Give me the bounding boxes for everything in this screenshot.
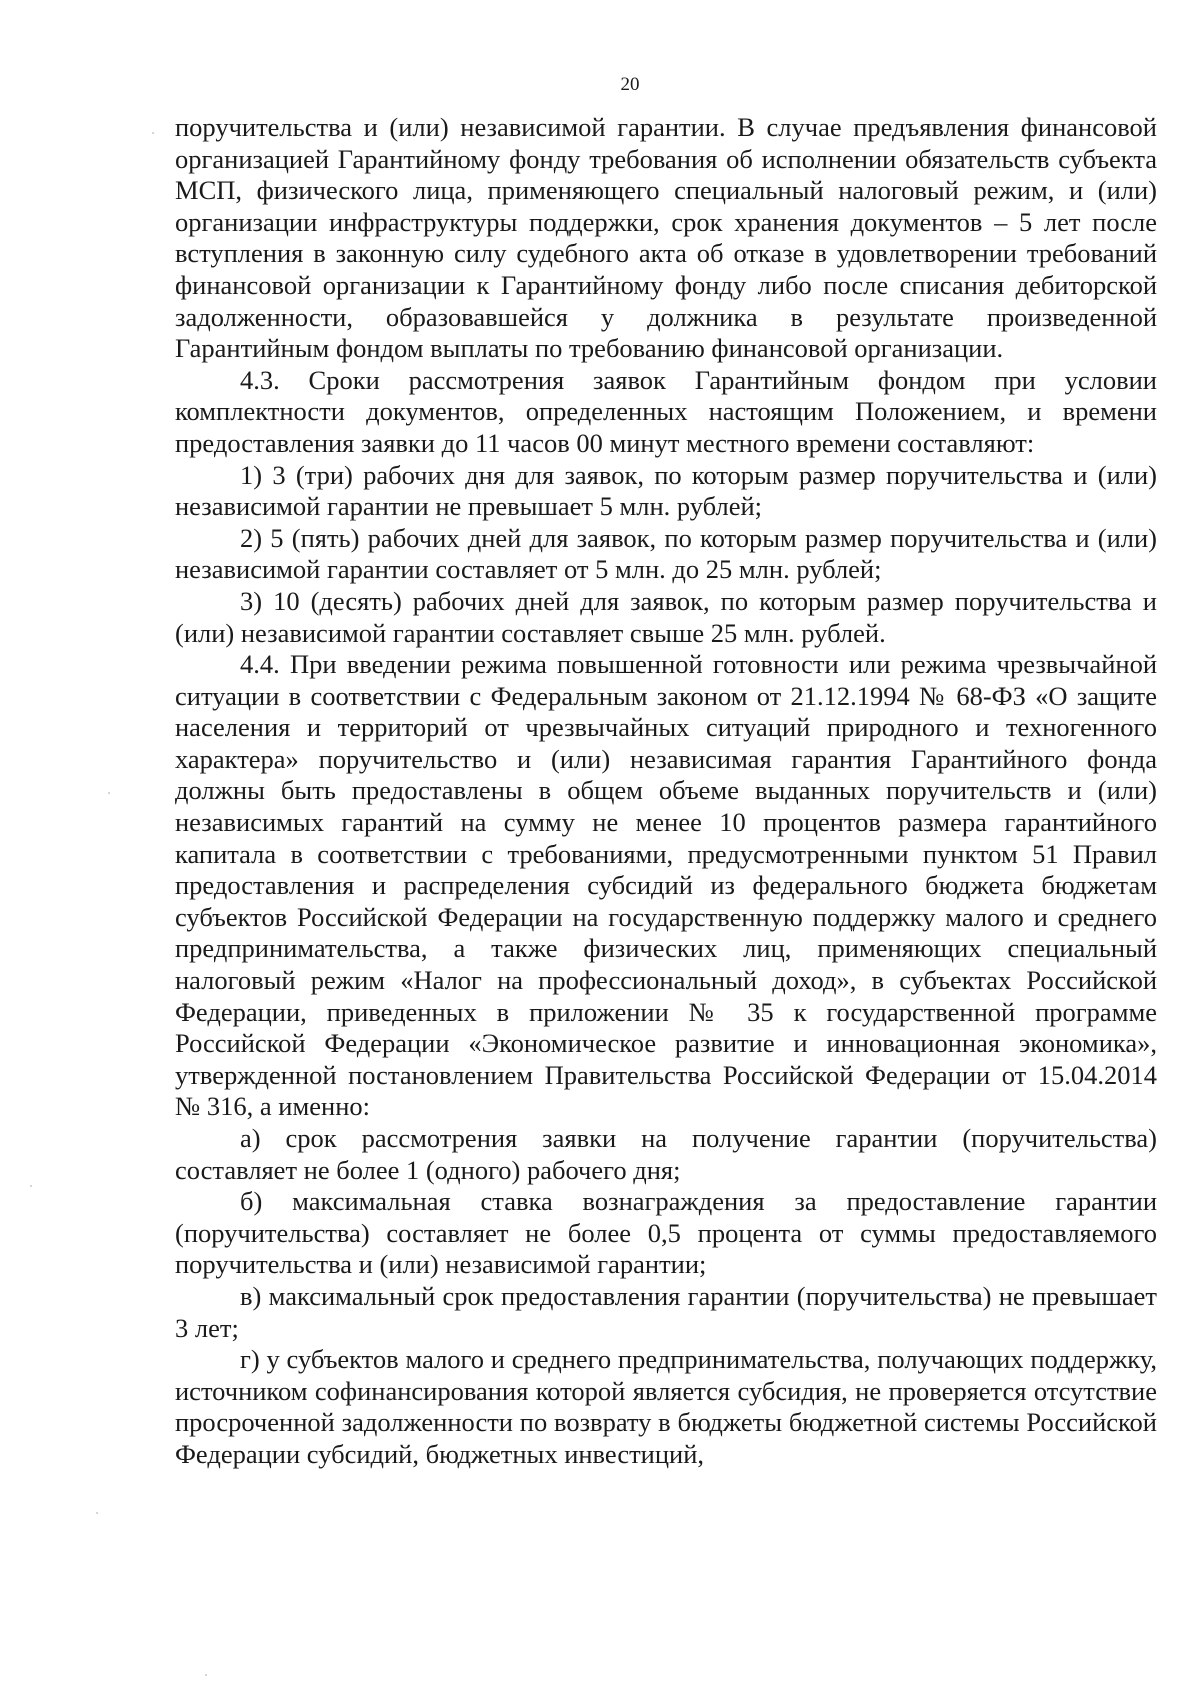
- page-number: 20: [620, 74, 640, 95]
- scan-speck: [30, 1185, 32, 1187]
- document-body: [175, 112, 1157, 1471]
- scan-speck: [152, 132, 154, 134]
- paragraph-4-3: 4.3. Сроки рассмотрения заявок Гарантийным фондом при условии комплектности документов, определенных настоящим Положением, и времени предоставления заявки до 11 часов 00 минут местного времени составляют:: [175, 364, 1157, 458]
- list-item-2: 2) 5 (пять) рабочих дней для заявок, по которым размер поручительства и (или) независимой гарантии составляет от 5 млн. до 25 млн. рублей;: [175, 522, 1157, 585]
- scan-speck: [96, 1512, 98, 1514]
- list-item-a: а) срок рассмотрения заявки на получение гарантии (поручительства) составляет не более 1 (одного) рабочего дня;: [175, 1123, 1157, 1185]
- paragraph-4-4: 4.4. При введении режима повышенной готовности или режима чрезвычайной ситуации в соответствии с Федеральным законом от 21.12.1994 № 68-ФЗ «О защите населения и территорий от чрезвычайных ситуаций природного и техногенного характера» поручительство и (или) независимая гарантия Гарантийного фонда должны быть предоставлены в общем объеме выданных поручительств и (или) независимых гарантий на сумму не менее 10 процентов размера гарантийного капитала в соответствии с требованиями, предусмотренными пунктом 51 Правил предоставления и распределения субсидий из федерального бюджета бюджетам субъектов Российской Федерации на государственную поддержку малого и среднего предпринимательства, а также физических лиц, применяющих специальный налоговый режим «Налог на профессиональный доход», в субъектах Российской Федерации, приведенных в приложении № 35 к государственной программе Российской Федерации «Экономическое развитие и инновационная экономика», утвержденной постановлением Правительства Российской Федерации от 15.04.2014 № 316, а именно:: [175, 649, 1157, 1122]
- scan-speck: [205, 1674, 207, 1676]
- list-item-g: г) у субъектов малого и среднего предпринимательства, получающих поддержку, источником софинансирования которой является субсидия, не проверяется отсутствие просроченной задолженности по возврату в бюджеты бюджетной системы Российской Федерации субсидий, бюджетных инвестиций,: [175, 1344, 1157, 1469]
- paragraph-continuation: поручительства и (или) независимой гарантии. В случае предъявления финансовой организацией Гарантийному фонду требования об исполнении обязательств субъекта МСП, физического лица, применяющего специальный налоговый режим, и (или) организации инфраструктуры поддержки, срок хранения документов – 5 лет после вступления в законную силу судебного акта об отказе в удовлетворении требований финансовой организации к Гарантийному фонду либо после списания дебиторской задолженности, образовавшейся у должника в результате произведенной Гарантийным фондом выплаты по требованию финансовой организации.: [175, 112, 1157, 364]
- list-item-v: в) максимальный срок предоставления гарантии (поручительства) не превышает 3 лет;: [175, 1280, 1157, 1343]
- list-item-1: 1) 3 (три) рабочих дня для заявок, по которым размер поручительства и (или) независимой гарантии не превышает 5 млн. рублей;: [175, 459, 1157, 522]
- list-item-b: б) максимальная ставка вознаграждения за предоставление гарантии (поручительства) составляет не более 0,5 процента от суммы предоставляемого поручительства и (или) независимой гарантии;: [175, 1186, 1157, 1280]
- scan-speck: [108, 792, 110, 794]
- list-item-3: 3) 10 (десять) рабочих дней для заявок, по которым размер поручительства и (или) независимой гарантии составляет свыше 25 млн. рублей.: [175, 585, 1157, 648]
